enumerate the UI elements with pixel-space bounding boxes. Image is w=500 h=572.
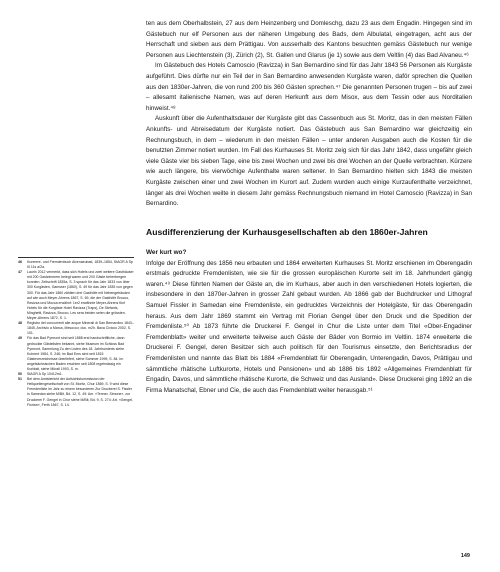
footnote: [18, 336, 134, 372]
body-paragraph: ten aus dem Oberhalbstein, 27 aus dem Heinzenberg und Domleschg, dazu 23 aus dem Engadin. Hingegen sind im Gästebuch nur elf Personen aus der näheren Umgebung des Bads, dem Albulatal, eingetragen, acht aus der Herrschaft und sieben aus dem Prättigau. Von ausserhalb des Kantons besuchten gemäss Gästebuch nur wenige Personen aus Liechtenstein (3), Zürich (2), St. Gallen und Glarus (je 1) sowie aus dem Veltlin (4) das Bad Alvaneu.⁴⁶: [146, 20, 472, 59]
footnote-number: 51: [18, 377, 22, 382]
main-text-column: [146, 19, 472, 396]
page-number: 149: [460, 553, 470, 559]
footnotes-column: [18, 257, 134, 408]
section-heading: Ausdifferenzierung der Kurhausgesellschaften ab den 1860er-Jahren: [146, 226, 428, 237]
footnote: [18, 260, 134, 270]
footnote: [18, 321, 134, 336]
subheading: Wer kurt wo?: [146, 248, 187, 256]
footnote-text: Kurerere- und Fremdenbuch Alvenaeubad, 1839–1854, StAGR A Sp III 11s a/2a.: [27, 260, 133, 270]
body-paragraph: Auskunft über die Aufenthaltsdauer der Kurgäste gibt das Cassenbuch aus St. Moritz, das in den meisten Fällen Ankunfts- und Abreisedatum der Kurgäste notiert. Das Gästebuch aus San Bernardino war gleichzeitig ein Rechnungsbuch, in dem – wiederum in den meisten Fällen – unter anderen Ausgaben auch die Kosten für die benutzten Zimmer notiert wurden. Im Fall des Kurhauses St. Moritz zeig sich für das Jahr 1842, dass ungefähr gleich viele Gäste vier bis sieben Tage, eine bis zwei Wochen und zwei bis drei Wochen an der Quelle verbrachten. Kürzere wie auch längere, bis vierwöchige Aufenthalte waren seltener. In San Bernardino hielten sich 1843 die meisten Kurgäste zwischen einer und zwei Wochen im Kurort auf. Zudem wurden auch einige Kurzaufenthalte verzeichnet, länger als drei Wochen weilte in diesem Jahr gemäss Rechnungsbuch niemand im Hotel Camoscio (Ravizza) in San Bernardino.: [146, 115, 472, 208]
body-paragraph: Im Gästebuch des Hotels Camoscio (Ravizza) in San Bernardino sind für das Jahr 1843 56 Personen als Kurgäste aufgeführt. Dies dürfte nur ein Teil der in San Bernardino anwesenden Kurgäste waren, daför sprechen die Quellen aus den 1830er-Jahren, die von rund 200 bis 360 Gästen sprechen.⁴⁷ Die genannten Personen trugen – bis auf zwei – allesamt italienische Namen, was auf deren Herkunft aus dem Misox, aus dem Tessin oder aus Norditalien hinweist.⁴⁸: [146, 62, 472, 112]
footnote-number: 48: [18, 321, 22, 326]
footnote-number: 49: [18, 336, 22, 341]
footnote-number: 50: [18, 372, 22, 377]
footnote: [18, 270, 134, 321]
body-paragraph: Infolge der Eröffnung des 1856 neu erbauten und 1864 erweiterten Kurhauses St. Moritz erschienen im Oberengadin erstmals gedruckte Fremdenlisten, wie sie für die grossen europäischen Kurorte seit im 18. Jahrhundert gängig waren.⁴⁹ Diese führten Namen der Gäste an, die im Kurhaus, aber auch in den verschiedenen Hotels logierten, die insbesondere in den 1870er-Jahren in grosser Zahl gebaut wurden. Ab 1866 gab der Buchdrucker und Lithograf Samuel Fissler in Samedan eine Fremdenliste, ein gedrucktes Verzeichnis der Hotelgäste, für das Oberengadin heraus. Aus dem Jahr 1869 stammt ein Vertrag mit Florian Gengel über den Druck und die Spedition der Fremdenliste.⁵⁰ Ab 1873 führte die Druckerei F. Gengel in Chur die Liste unter dem Titel «Ober-Engadiner Fremdenblatt» weiter und erweiterte teilweise auch Gäste der Bäder von Bormio im Veltlin. 1874 erweiterte die Druckerei F. Gengel, deren Besitzer sich auch politisch für den Tourismus einsetzte, den Berichtsradius der Fremdenlisten und nannte das Blatt bis 1884 «Fremdenblatt für Oberengadin, Unterengadin, Davos, Prättigau und sämmtliche rhätische Luftkurorte, Hotels und Pensionen» und ab 1886 bis 1892 «Allgemeines Fremdenblatt für Engadin, Davos, und sämmtliche rhätische Kurorte, die Schweiz und das Ausland». Diese Druckerei ging 1892 an die Firma Manatschal, Ebner und Cie, die auch das Fremdenblatt weiter herausgab.⁵¹: [146, 259, 472, 394]
footnote: [18, 377, 134, 408]
footnote-text: StAGR A Sp 10412m1.: [27, 372, 63, 377]
footnote-text: Registro del concorrenti alle acque Minerali di San Bernardino 1843–1845, Archivio a Marca, Mesocco; doc. m2h. Bava Civicco 2002, S. 101.: [27, 321, 134, 336]
footnote-number: 47: [18, 270, 22, 275]
footnote-text: Für das Bad Pyrmont sind seit 1888 erst handschriftliche, dann gedruckte Gästelisten bekannt, siehe Museum im Schloss Bad Pyrmont, Sammlung Zu den Listen des 18. Jahrhunderts siehe Kuhnert 1984, S. 246; im Bad Ems sind seit 1815 Gästeverzeichnisse überliefert, siehe Sommer 1999, S. 84. Im angelsächsischen Baden erschien seit 1808 regelmässig ein Kurblatt, siehe Mürall 1993, S. m.: [27, 336, 125, 371]
footnote-text: Laurin 2012 vermerkt, dass sich Hotels und zwei weitere Gasthäuser mit 200 Gastzimmern belegt waren und 200 Gäste beherbergen konnten. Zeitschrift 1835a, S. 3 sprach für das Jahr 1833 von über 300 Kurgästen, Gamsser (1860), S. 49 für das Jahr 1835 von gegen 300. Für das Jahr 1860 zählten drei Gasthöfe mit Nebengebäuden auf wie auch Meyer-Ahrens 1867, S. 69, die der Gasthöfe Brocco, Ravizza und Mocca erwähnt: 1er2 erwähnte Meyer-Ahrens fünf Hotels für die Kurgäste Hotel Ravizza (Traps), De Stefanis, Minghetti, Ravizza, Brocco. Les sera beiden seien die grössten. Meyer-Ahrens 1872, S. 1.: [27, 270, 134, 321]
footnote-text: Bei dem Amtsbericht der Aufsichtskommission der Heilquellengesellschaft von St. Moritz, Chur 1869, S. 9 wird diese Fremdenliste im Jahr zu einem besonderen Zur Druckerei S. Fissler in Samedan siehe M/Bit, Bd. 12, S. 49: Am. «Tenner, Simone», zur Druckerei F. Gengel in Chur siehe M/Bit, Bd. 9, S. 274: Art. «Gengel, Florian», Ferth 1867, S. 14.: [27, 377, 134, 407]
footnote-number: 46: [18, 260, 22, 264]
